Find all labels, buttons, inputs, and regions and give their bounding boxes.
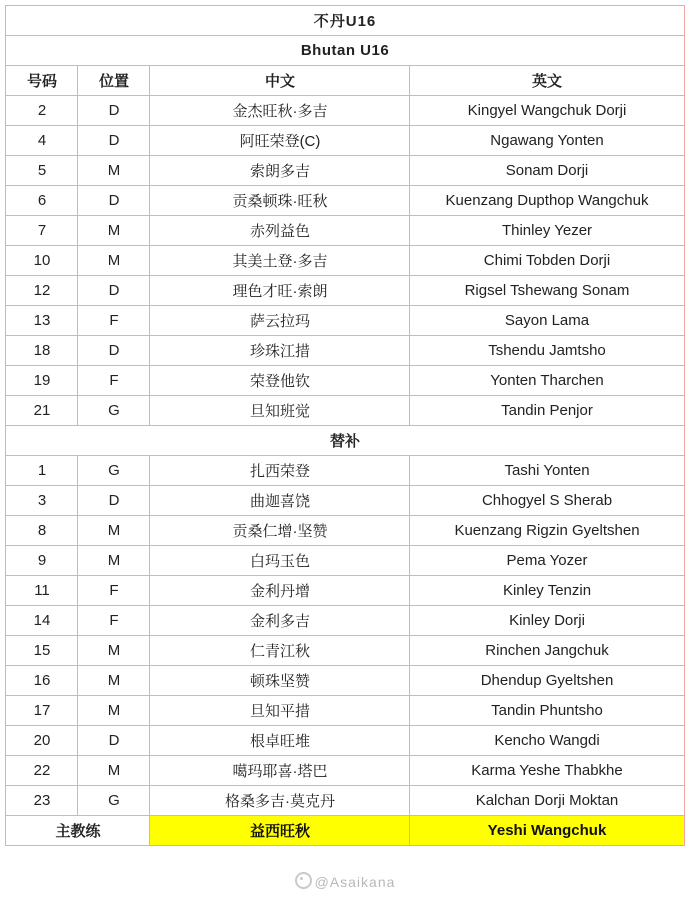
player-position: G <box>78 396 150 426</box>
player-name-en: Karma Yeshe Thabkhe <box>410 756 684 786</box>
player-position: D <box>78 126 150 156</box>
player-position: D <box>78 186 150 216</box>
roster-body <box>6 6 684 846</box>
watermark <box>0 870 690 890</box>
player-name-en: Sonam Dorji <box>410 156 684 186</box>
player-name-en: Tashi Yonten <box>410 456 684 486</box>
player-name-en: Thinley Yezer <box>410 216 684 246</box>
player-number: 14 <box>6 606 78 636</box>
player-number: 9 <box>6 546 78 576</box>
player-name-en: Kinley Dorji <box>410 606 684 636</box>
player-name-cn: 阿旺荣登(C) <box>150 126 410 156</box>
player-position: F <box>78 606 150 636</box>
player-number: 10 <box>6 246 78 276</box>
table-row <box>6 306 684 336</box>
player-position: M <box>78 666 150 696</box>
roster-sheet <box>0 5 690 902</box>
player-name-en: Kinley Tenzin <box>410 576 684 606</box>
player-position: M <box>78 546 150 576</box>
player-name-cn: 白玛玉色 <box>150 546 410 576</box>
table-row <box>6 486 684 516</box>
player-number: 21 <box>6 396 78 426</box>
player-name-cn: 赤列益色 <box>150 216 410 246</box>
coach-name-cn: 益西旺秋 <box>150 816 410 846</box>
table-row <box>6 336 684 366</box>
player-position: D <box>78 486 150 516</box>
player-number: 20 <box>6 726 78 756</box>
player-position: G <box>78 786 150 816</box>
player-name-en: Kuenzang Dupthop Wangchuk <box>410 186 684 216</box>
player-number: 1 <box>6 456 78 486</box>
table-row <box>6 546 684 576</box>
player-name-cn: 荣登他钦 <box>150 366 410 396</box>
player-number: 4 <box>6 126 78 156</box>
weibo-eye-icon <box>295 872 312 889</box>
table-row <box>6 516 684 546</box>
player-name-cn: 格桑多吉·莫克丹 <box>150 786 410 816</box>
player-name-cn: 理色才旺·索朗 <box>150 276 410 306</box>
table-row <box>6 216 684 246</box>
player-number: 11 <box>6 576 78 606</box>
player-name-cn: 扎西荣登 <box>150 456 410 486</box>
player-position: M <box>78 516 150 546</box>
table-row <box>6 606 684 636</box>
player-name-en: Pema Yozer <box>410 546 684 576</box>
table-row <box>6 156 684 186</box>
player-name-cn: 索朗多吉 <box>150 156 410 186</box>
player-position: M <box>78 156 150 186</box>
player-name-cn: 萨云拉玛 <box>150 306 410 336</box>
player-number: 8 <box>6 516 78 546</box>
player-name-en: Sayon Lama <box>410 306 684 336</box>
player-position: M <box>78 636 150 666</box>
player-name-cn: 旦知平措 <box>150 696 410 726</box>
table-row <box>6 636 684 666</box>
player-name-en: Tshendu Jamtsho <box>410 336 684 366</box>
table-row <box>6 726 684 756</box>
player-name-en: Kingyel Wangchuk Dorji <box>410 96 684 126</box>
watermark-text: @Asaikana <box>314 874 396 890</box>
player-number: 16 <box>6 666 78 696</box>
table-row <box>6 396 684 426</box>
player-name-en: Yonten Tharchen <box>410 366 684 396</box>
player-number: 12 <box>6 276 78 306</box>
roster-table <box>5 5 684 846</box>
player-name-en: Kencho Wangdi <box>410 726 684 756</box>
table-row <box>6 366 684 396</box>
table-row <box>6 126 684 156</box>
player-position: D <box>78 276 150 306</box>
table-row <box>6 666 684 696</box>
section-label-substitutes: 替补 <box>6 426 684 456</box>
header-row <box>6 66 684 96</box>
player-number: 17 <box>6 696 78 726</box>
player-position: G <box>78 456 150 486</box>
table-row <box>6 456 684 486</box>
player-number: 22 <box>6 756 78 786</box>
player-position: M <box>78 696 150 726</box>
player-name-en: Tandin Phuntsho <box>410 696 684 726</box>
player-position: F <box>78 366 150 396</box>
player-name-cn: 金利丹增 <box>150 576 410 606</box>
player-name-en: Chhogyel S Sherab <box>410 486 684 516</box>
player-name-cn: 仁青江秋 <box>150 636 410 666</box>
player-name-cn: 其美土登·多吉 <box>150 246 410 276</box>
player-name-cn: 顿珠坚赞 <box>150 666 410 696</box>
player-name-cn: 曲迦喜饶 <box>150 486 410 516</box>
player-name-en: Chimi Tobden Dorji <box>410 246 684 276</box>
header-number: 号码 <box>6 66 78 96</box>
player-number: 3 <box>6 486 78 516</box>
header-chinese: 中文 <box>150 66 410 96</box>
player-number: 2 <box>6 96 78 126</box>
section-row-substitutes <box>6 426 684 456</box>
player-number: 15 <box>6 636 78 666</box>
player-position: M <box>78 246 150 276</box>
player-position: F <box>78 576 150 606</box>
title-row-en <box>6 36 684 66</box>
player-name-cn: 根卓旺堆 <box>150 726 410 756</box>
table-row <box>6 96 684 126</box>
coach-label: 主教练 <box>6 816 150 846</box>
player-name-cn: 贡桑顿珠·旺秋 <box>150 186 410 216</box>
player-position: D <box>78 336 150 366</box>
title-row-cn <box>6 6 684 36</box>
title-english: Bhutan U16 <box>6 36 684 66</box>
player-position: M <box>78 216 150 246</box>
coach-name-en: Yeshi Wangchuk <box>410 816 684 846</box>
player-number: 7 <box>6 216 78 246</box>
title-chinese: 不丹U16 <box>6 6 684 36</box>
header-english: 英文 <box>410 66 684 96</box>
player-name-cn: 金杰旺秋·多吉 <box>150 96 410 126</box>
table-row <box>6 696 684 726</box>
player-position: D <box>78 96 150 126</box>
player-number: 23 <box>6 786 78 816</box>
table-row <box>6 576 684 606</box>
player-name-en: Kuenzang Rigzin Gyeltshen <box>410 516 684 546</box>
player-position: F <box>78 306 150 336</box>
player-name-cn: 贡桑仁增·坚赞 <box>150 516 410 546</box>
player-name-en: Ngawang Yonten <box>410 126 684 156</box>
table-row <box>6 756 684 786</box>
player-number: 18 <box>6 336 78 366</box>
table-row <box>6 246 684 276</box>
player-number: 19 <box>6 366 78 396</box>
coach-row <box>6 816 684 846</box>
player-name-cn: 珍珠江措 <box>150 336 410 366</box>
player-name-en: Rinchen Jangchuk <box>410 636 684 666</box>
player-name-en: Tandin Penjor <box>410 396 684 426</box>
player-position: D <box>78 726 150 756</box>
player-name-en: Dhendup Gyeltshen <box>410 666 684 696</box>
player-name-cn: 噶玛耶喜·塔巴 <box>150 756 410 786</box>
table-row <box>6 786 684 816</box>
player-number: 5 <box>6 156 78 186</box>
player-name-cn: 金利多吉 <box>150 606 410 636</box>
player-number: 13 <box>6 306 78 336</box>
player-name-cn: 旦知班觉 <box>150 396 410 426</box>
player-name-en: Kalchan Dorji Moktan <box>410 786 684 816</box>
table-row <box>6 186 684 216</box>
header-position: 位置 <box>78 66 150 96</box>
player-number: 6 <box>6 186 78 216</box>
player-position: M <box>78 756 150 786</box>
table-row <box>6 276 684 306</box>
player-name-en: Rigsel Tshewang Sonam <box>410 276 684 306</box>
